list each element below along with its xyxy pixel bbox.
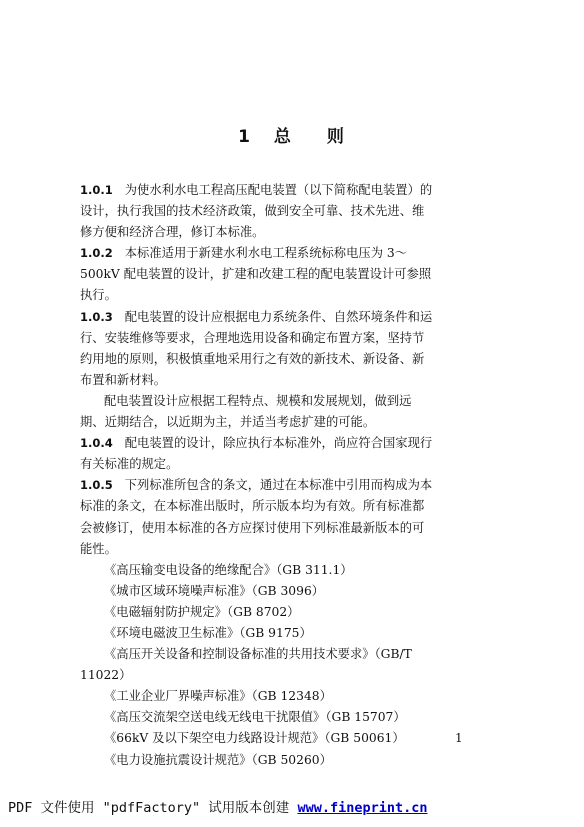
- footer-text: PDF 文件使用 "pdfFactory" 试用版本创建: [8, 800, 298, 816]
- clause-text: 配电装置的设计应根据电力系统条件、自然环境条件和运: [124, 309, 433, 324]
- clause-line: [80, 475, 478, 496]
- clause-line: 标准的条文，在本标准出版时，所示版本均为有效。所有标准都: [80, 499, 425, 514]
- clause-line: 布置和新材料。: [80, 372, 167, 387]
- clause-text: 为使水利水电工程高压配电装置（以下简称配电装置）的: [124, 183, 433, 197]
- footer-link[interactable]: www.fineprint.cn: [297, 800, 428, 816]
- reference-item: 《工业企业厂界噪声标准》（GB 12348）: [104, 689, 332, 704]
- reference-item: 《高压开关设备和控制设备标准的共用技术要求》（GB/T: [104, 647, 412, 662]
- chapter-number: 1: [238, 127, 252, 147]
- clause-line: 配电装置设计应根据工程特点、规模和发展规划，做到远: [104, 393, 412, 408]
- clause-line: [80, 433, 478, 454]
- chapter-title-word-1: 总: [273, 127, 293, 147]
- clause-line: 会被修订，使用本标准的各方应探讨使用下列标准最新版本的可: [80, 520, 425, 535]
- clause-number: 1.0.5: [80, 478, 113, 493]
- reference-item: 《66kV 及以下架空电力线路设计规范》（GB 50061）: [104, 731, 405, 746]
- clause-line: 有关标准的规定。: [80, 457, 179, 472]
- clause-text: 下列标准所包含的条文，通过在本标准中引用而构成为本: [124, 478, 433, 493]
- reference-item: 《电力设施抗震设计规范》（GB 50260）: [104, 752, 332, 767]
- clause-line: 行、安装维修等要求，合理地选用设备和确定布置方案，坚持节: [80, 330, 425, 345]
- chapter-body: [80, 180, 478, 771]
- reference-item: 《高压交流架空送电线无线电干扰限值》（GB 15707）: [104, 710, 406, 725]
- clause-line: 修方便和经济合理，修订本标准。: [80, 225, 265, 240]
- reference-item: 《城市区域环境噪声标准》（GB 3096）: [104, 583, 325, 598]
- reference-item-continued: 11022）: [80, 668, 132, 683]
- clause-number: 1.0.3: [80, 309, 113, 324]
- reference-item: 《高压输变电设备的绝缘配合》（GB 311.1）: [104, 562, 353, 577]
- clause-line: 执行。: [80, 288, 117, 303]
- clause-line: 设计，执行我国的技术经济政策，做到安全可靠、技术先进、维: [80, 204, 425, 219]
- clause-line: 能性。: [80, 541, 117, 556]
- clause-line: [80, 243, 478, 264]
- clause-line: [80, 307, 478, 328]
- clause-number: 1.0.1: [80, 183, 113, 197]
- chapter-title-word-2: 则: [326, 127, 346, 147]
- page-number: 1: [455, 731, 463, 745]
- reference-item: 《电磁辐射防护规定》（GB 8702）: [104, 604, 300, 619]
- clause-line: 约用地的原则，积极慎重地采用行之有效的新技术、新设备、新: [80, 351, 425, 366]
- clause-line: 期、近期结合，以近期为主，并适当考虑扩建的可能。: [80, 415, 376, 430]
- clause-text: 配电装置的设计，除应执行本标准外，尚应符合国家现行: [124, 436, 433, 451]
- reference-item: 《环境电磁波卫生标准》（GB 9175）: [104, 625, 312, 640]
- chapter-title: [0, 122, 584, 147]
- clause-number: 1.0.2: [80, 246, 113, 261]
- pdf-footer: [8, 796, 427, 816]
- clause-number: 1.0.4: [80, 436, 113, 451]
- clause-text: 本标准适用于新建水利水电工程系统标称电压为 3～: [124, 246, 408, 261]
- clause-line: 500kV 配电装置的设计，扩建和改建工程的配电装置设计可参照: [80, 267, 432, 282]
- clause-line: [80, 180, 478, 201]
